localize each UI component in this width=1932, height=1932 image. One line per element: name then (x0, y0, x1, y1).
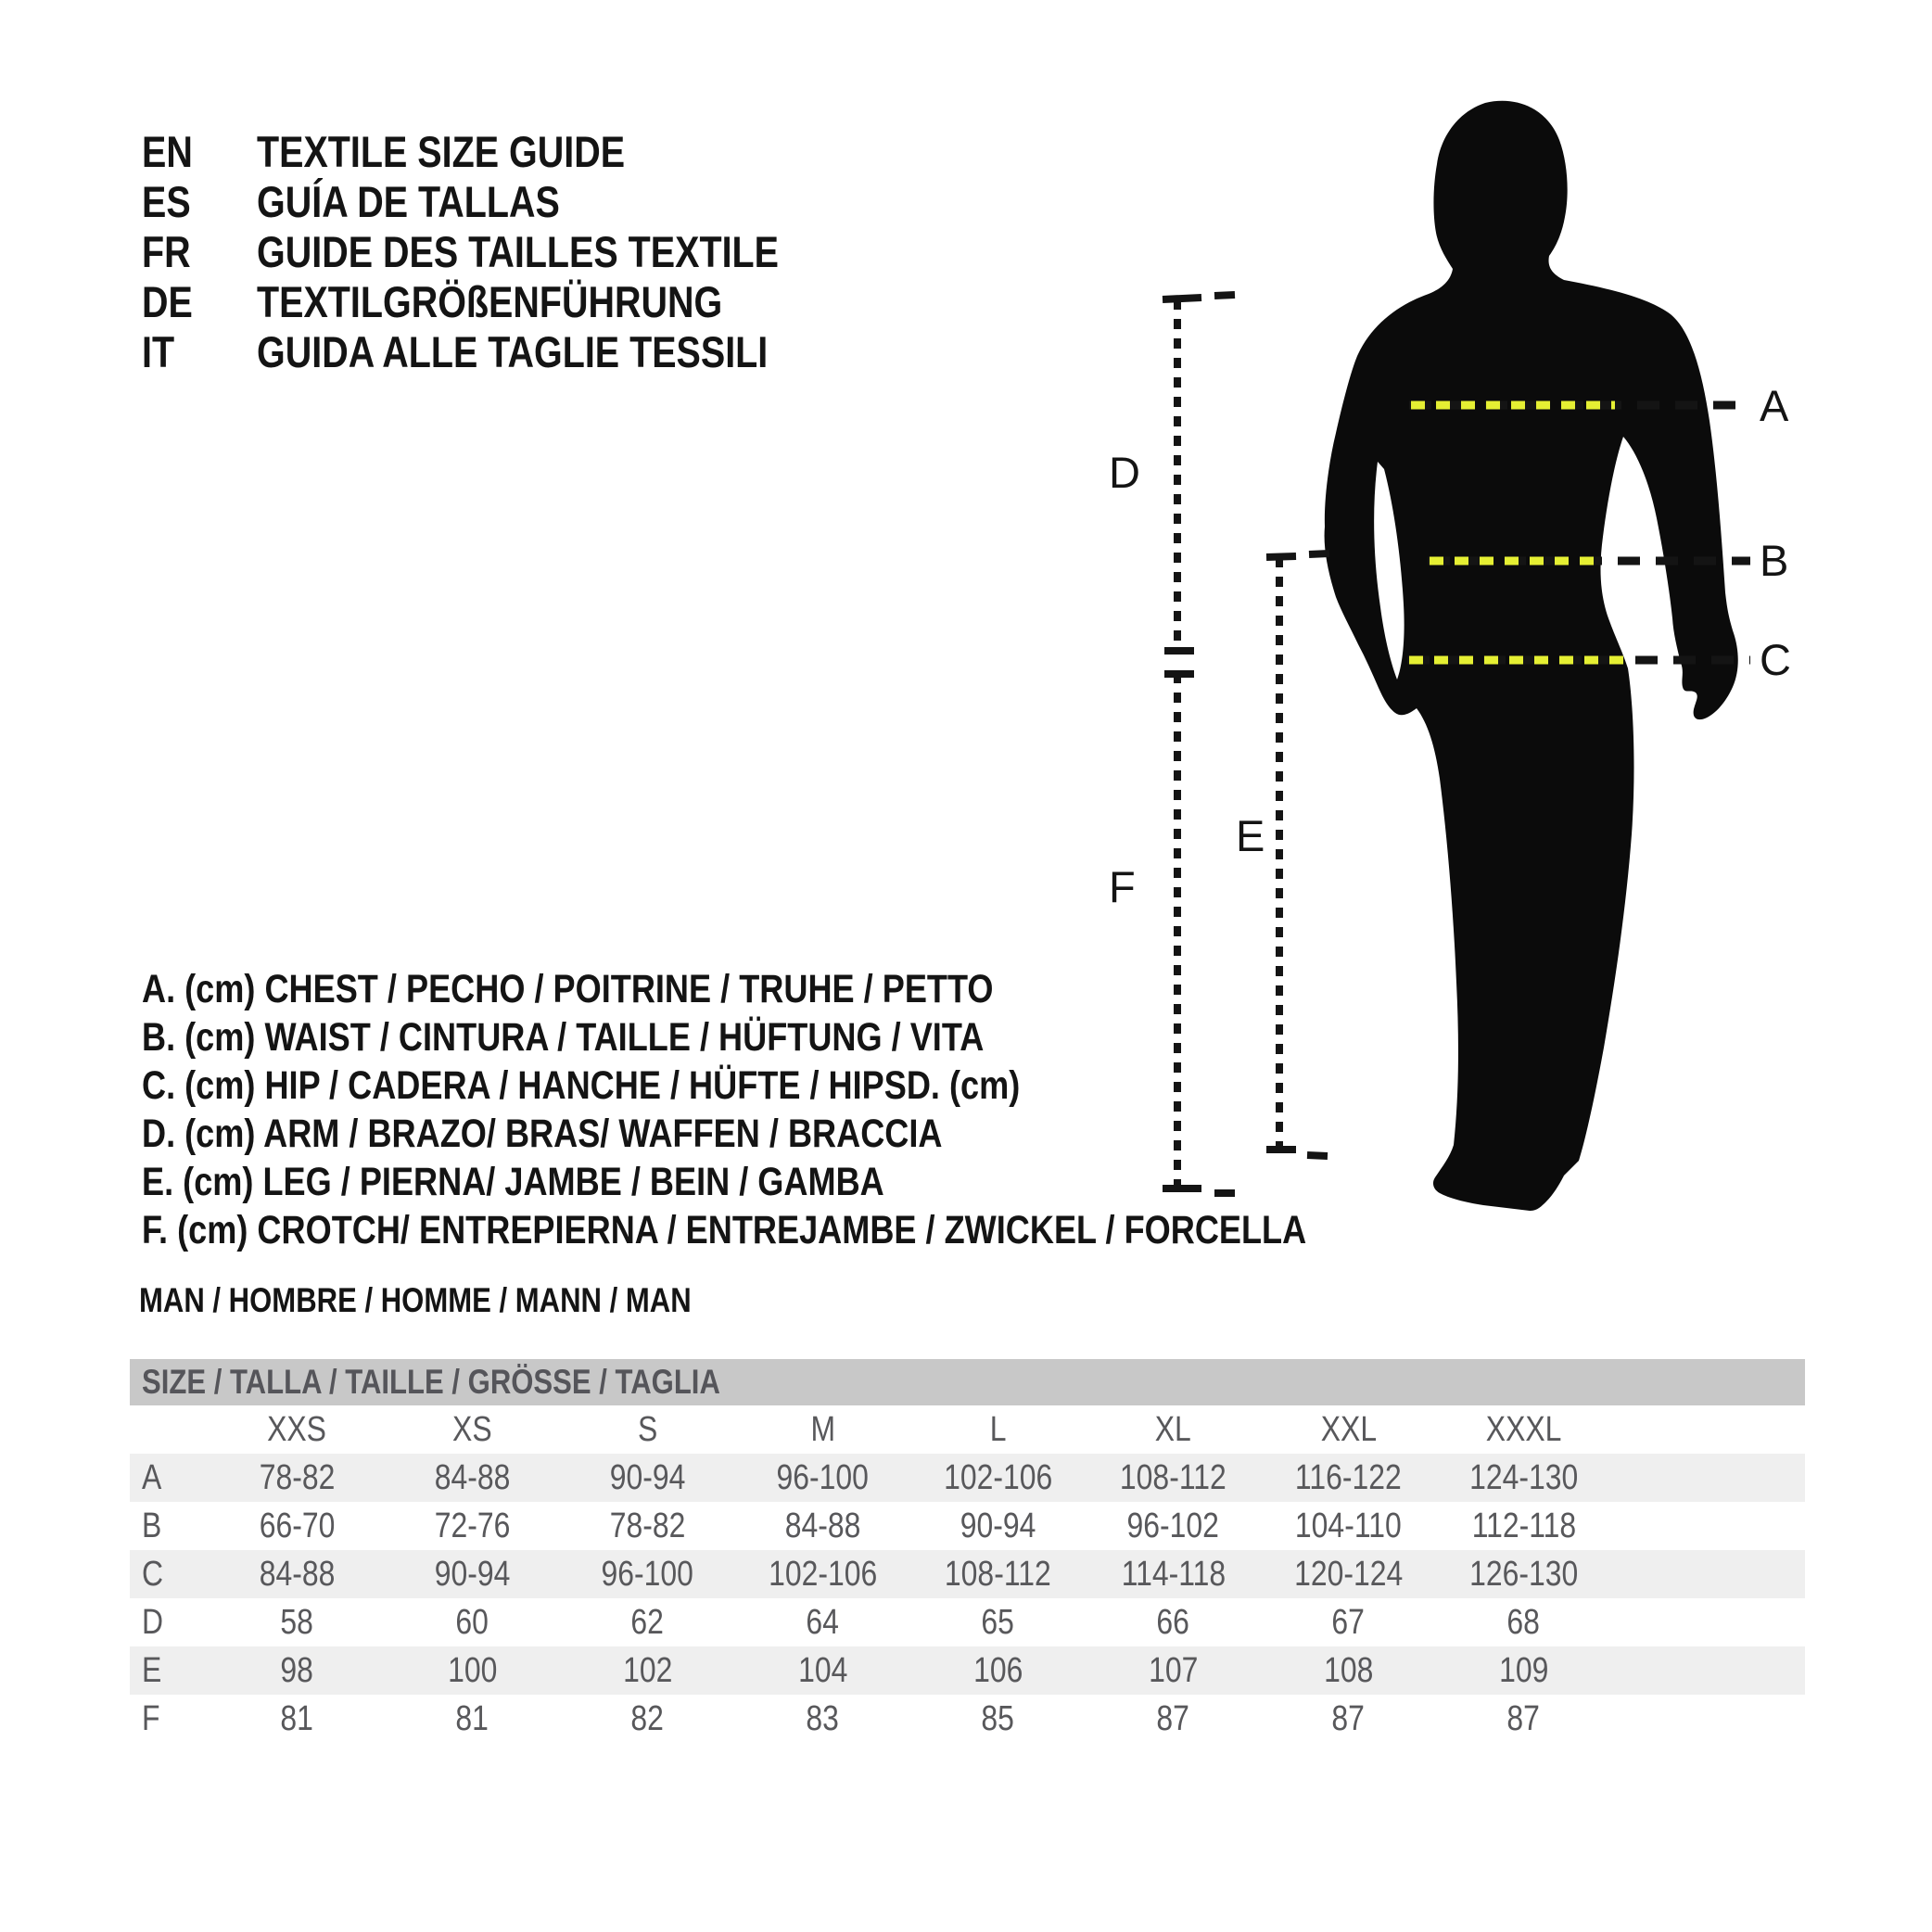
cell-value: 90-94 (609, 1457, 686, 1497)
cell-value: 96-102 (1126, 1506, 1220, 1545)
language-row-es (142, 176, 878, 226)
legend-item-leg (142, 1158, 1529, 1206)
language-code: DE (142, 276, 193, 326)
arm-bracket-top-tick (1163, 298, 1201, 299)
table-row-leg (130, 1646, 1805, 1695)
cell-value: 112-118 (1471, 1506, 1576, 1545)
cell-value: 60 (455, 1602, 489, 1642)
size-header-xs: XS (452, 1409, 492, 1449)
row-label: B (142, 1506, 162, 1545)
guide-title-fr: GUIDE DES TAILLES TEXTILE (257, 226, 779, 276)
cell-value: 96-100 (776, 1457, 870, 1497)
leg-bracket-top-dash (1309, 553, 1329, 554)
arm-body-gap (1374, 462, 1404, 680)
cell-value: 102 (622, 1650, 673, 1690)
legend-text: B. (cm) WAIST / CINTURA / TAILLE / HÜFTUNG / VITA (142, 1014, 985, 1060)
cell-value: 66-70 (259, 1506, 336, 1545)
legend-item-chest (142, 965, 1529, 1013)
cell-value: 104 (797, 1650, 848, 1690)
size-header-xxs: XXS (267, 1409, 327, 1449)
language-code: ES (142, 176, 191, 226)
legend-item-arm (142, 1110, 1529, 1158)
guide-title-es: GUÍA DE TALLAS (257, 176, 560, 226)
language-title-block (142, 126, 878, 376)
language-row-en (142, 126, 878, 176)
cell-value: 83 (806, 1698, 840, 1738)
legend-item-crotch (142, 1206, 1529, 1254)
cell-value: 84-88 (434, 1457, 511, 1497)
table-row-arm (130, 1598, 1805, 1646)
size-table (130, 1359, 1805, 1743)
size-header-xl: XL (1154, 1409, 1192, 1449)
cell-value: 90-94 (960, 1506, 1036, 1545)
size-header-l: L (989, 1409, 1007, 1449)
cell-value: 109 (1498, 1650, 1549, 1690)
cell-value: 96-100 (601, 1554, 694, 1594)
size-header-xxl: XXL (1320, 1409, 1377, 1449)
table-row-waist (130, 1502, 1805, 1550)
cell-value: 62 (630, 1602, 665, 1642)
size-header-m: M (810, 1409, 835, 1449)
cell-value: 120-124 (1293, 1554, 1404, 1594)
row-label: A (142, 1457, 162, 1497)
cell-value: 98 (280, 1650, 314, 1690)
cell-value: 87 (1506, 1698, 1541, 1738)
cell-value: 124-130 (1468, 1457, 1579, 1497)
cell-value: 108 (1323, 1650, 1374, 1690)
cell-value: 84-88 (259, 1554, 336, 1594)
cell-value: 108-112 (1120, 1457, 1227, 1497)
cell-value: 78-82 (609, 1506, 686, 1545)
figure-label-hip: C (1760, 635, 1791, 684)
figure-label-arm: D (1109, 448, 1140, 497)
row-label: C (142, 1554, 164, 1594)
language-row-de (142, 276, 878, 326)
language-code: EN (142, 126, 193, 176)
language-row-it (142, 326, 878, 376)
cell-value: 100 (447, 1650, 498, 1690)
row-label: D (142, 1602, 164, 1642)
figure-label-crotch: F (1109, 862, 1136, 911)
cell-value: 126-130 (1468, 1554, 1579, 1594)
cell-value: 65 (981, 1602, 1015, 1642)
cell-value: 67 (1331, 1602, 1366, 1642)
cell-value: 84-88 (784, 1506, 861, 1545)
legend-text: A. (cm) CHEST / PECHO / POITRINE / TRUHE / PETTO (142, 966, 994, 1011)
category-line-text: MAN / HOMBRE / HOMME / MANN / MAN (139, 1281, 692, 1319)
guide-title-en: TEXTILE SIZE GUIDE (257, 126, 626, 176)
figure-label-chest: A (1760, 381, 1789, 430)
cell-value: 81 (280, 1698, 314, 1738)
size-table-header-bar (130, 1359, 1805, 1405)
guide-title-it: GUIDA ALLE TAGLIE TESSILI (257, 326, 769, 376)
cell-value: 78-82 (259, 1457, 336, 1497)
legend-text: C. (cm) HIP / CADERA / HANCHE / HÜFTE / HIPSD. (cm) (142, 1062, 1021, 1108)
cell-value: 64 (806, 1602, 840, 1642)
table-row-crotch (130, 1695, 1805, 1743)
cell-value: 81 (455, 1698, 489, 1738)
table-row-chest (130, 1454, 1805, 1502)
figure-label-waist: B (1760, 536, 1789, 585)
cell-value: 87 (1331, 1698, 1366, 1738)
cell-value: 82 (630, 1698, 665, 1738)
legend-text: F. (cm) CROTCH/ ENTREPIERNA / ENTREJAMBE / ZWICKEL / FORCELLA (142, 1207, 1307, 1252)
row-label: F (142, 1698, 160, 1738)
language-code: FR (142, 226, 191, 276)
cell-value: 87 (1156, 1698, 1190, 1738)
measurement-legend (142, 965, 1529, 1254)
leg-bracket-top-tick (1266, 556, 1296, 557)
cell-value: 102-106 (768, 1554, 878, 1594)
cell-value: 72-76 (434, 1506, 511, 1545)
cell-value: 108-112 (945, 1554, 1051, 1594)
cell-value: 66 (1156, 1602, 1190, 1642)
guide-title-de: TEXTILGRÖßENFÜHRUNG (257, 276, 723, 326)
size-header-xxxl: XXXL (1485, 1409, 1562, 1449)
arm-bracket-top-dash (1214, 295, 1235, 296)
cell-value: 116-122 (1295, 1457, 1402, 1497)
legend-text: D. (cm) ARM / BRAZO/ BRAS/ WAFFEN / BRACCIA (142, 1111, 943, 1156)
cell-value: 85 (981, 1698, 1015, 1738)
language-code: IT (142, 326, 175, 376)
table-row-hip (130, 1550, 1805, 1598)
size-table-header-text: SIZE / TALLA / TAILLE / GRÖSSE / TAGLIA (142, 1363, 720, 1401)
cell-value: 68 (1506, 1602, 1541, 1642)
language-row-fr (142, 226, 878, 276)
legend-text: E. (cm) LEG / PIERNA/ JAMBE / BEIN / GAMBA (142, 1159, 884, 1204)
legend-item-hip (142, 1061, 1529, 1110)
cell-value: 104-110 (1295, 1506, 1402, 1545)
category-line (139, 1283, 796, 1318)
cell-value: 107 (1148, 1650, 1199, 1690)
figure-label-leg: E (1236, 811, 1265, 860)
cell-value: 58 (280, 1602, 314, 1642)
cell-value: 106 (972, 1650, 1023, 1690)
size-header-row (130, 1405, 1805, 1454)
cell-value: 114-118 (1121, 1554, 1226, 1594)
cell-value: 90-94 (434, 1554, 511, 1594)
row-label: E (142, 1650, 162, 1690)
legend-item-waist (142, 1013, 1529, 1061)
cell-value: 102-106 (943, 1457, 1053, 1497)
size-header-s: S (637, 1409, 658, 1449)
